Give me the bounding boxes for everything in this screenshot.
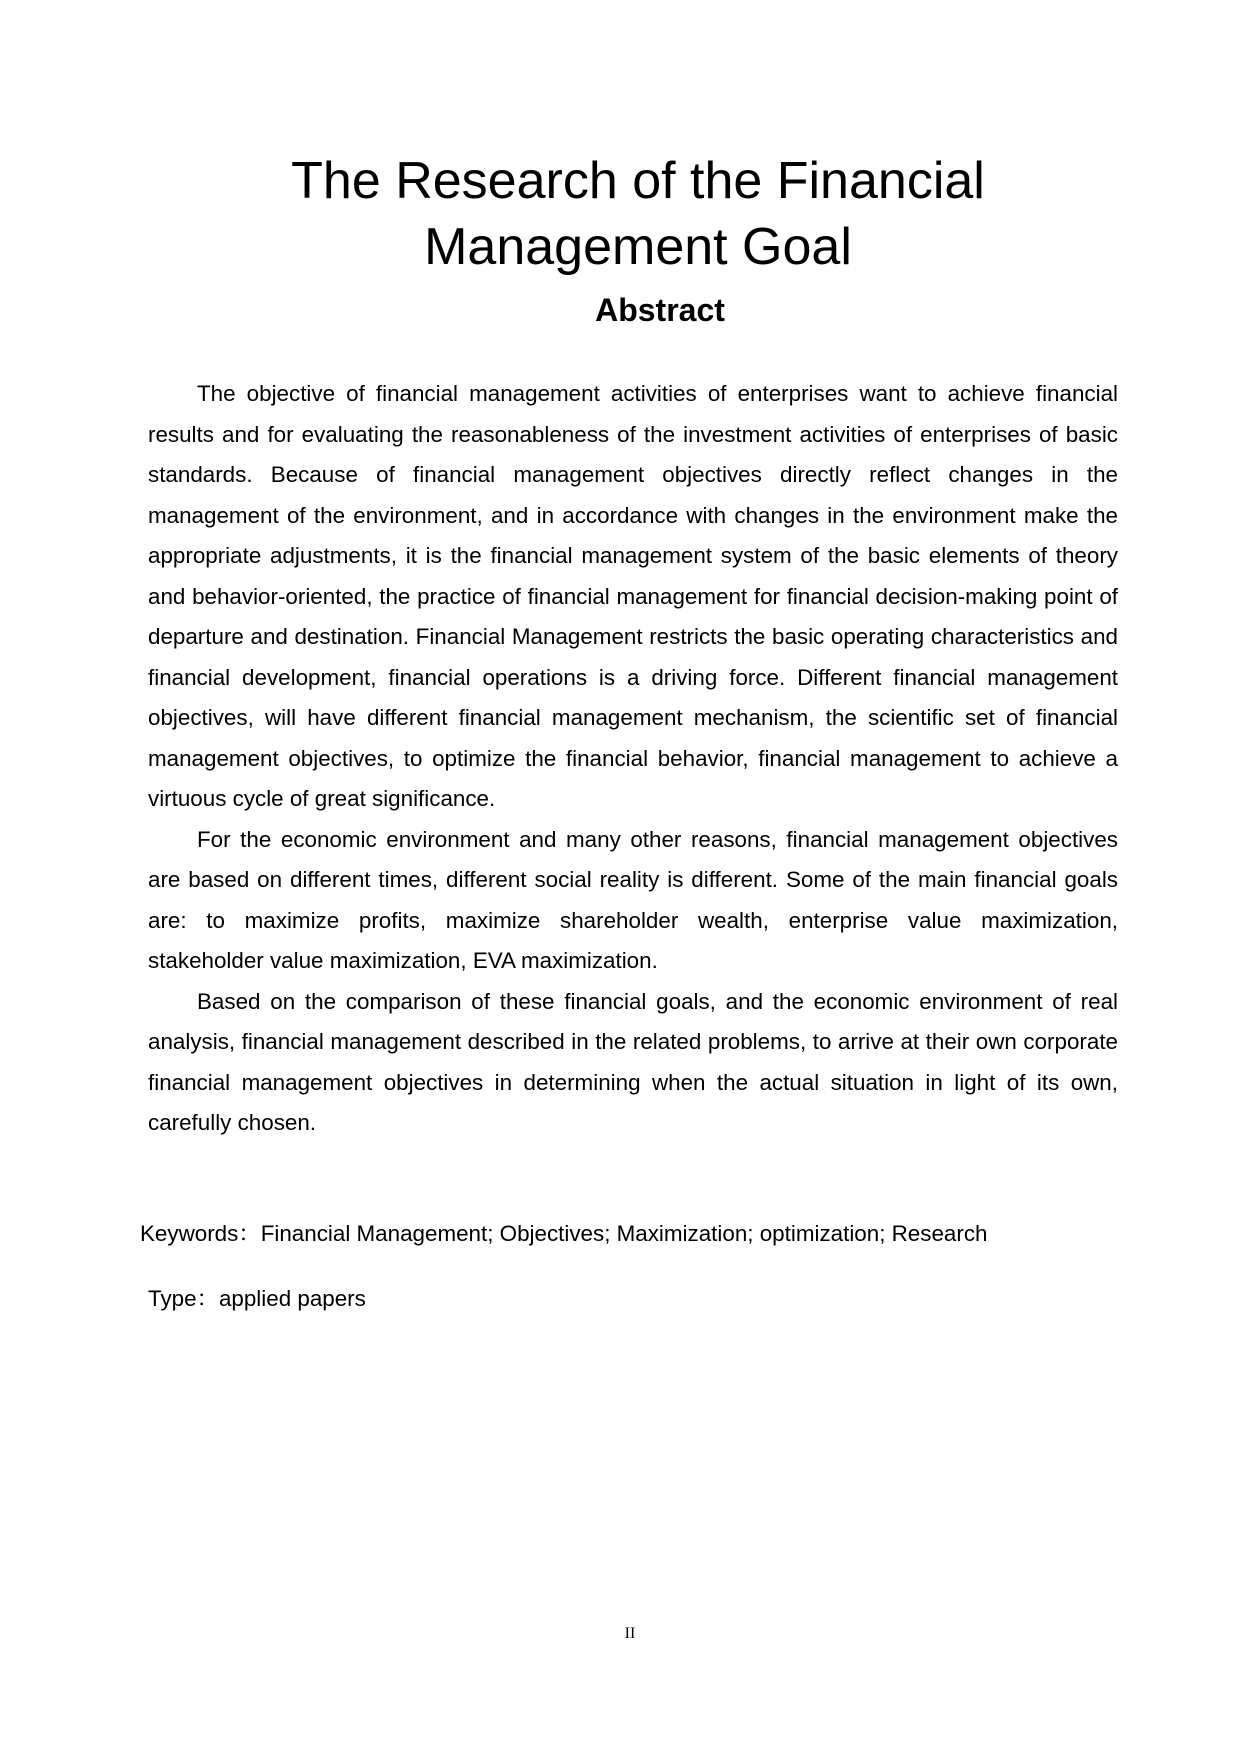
keywords-line (140, 1218, 1140, 1250)
abstract-body (148, 374, 1118, 1144)
title-line-2: Management Goal (424, 218, 852, 276)
type-label: Type： (148, 1286, 219, 1311)
type-value: applied papers (218, 1286, 366, 1311)
type-line (148, 1283, 748, 1315)
abstract-paragraph-1: The objective of financial management activities of enterprises want to achieve financial results and for evaluating the reasonableness of the investment activities of enterprises of basic standards. Because of financial management objectives directly reflect changes in the management of the environment, and in accordance with changes in the environment make the appropriate adjustments, it is the financial management system of the basic elements of theory and behavior-oriented, the practice of financial management for financial decision-making point of departure and destination. Financial Management restricts the basic operating characteristics and financial development, financial operations is a driving force. Different financial management objectives, will have different financial management mechanism, the scientific set of financial management objectives, to optimize the financial behavior, financial management to achieve a virtuous cycle of great significance. (148, 381, 1118, 811)
abstract-paragraph-3: Based on the comparison of these financial goals, and the economic environment of real analysis, financial management described in the related problems, to arrive at their own corporate financial management objectives in determining when the actual situation in light of its own, carefully chosen. (148, 988, 1118, 1135)
page-title (148, 148, 1128, 280)
title-line-1: The Research of the Financial (291, 152, 985, 210)
page-number: II (624, 1625, 636, 1642)
abstract-heading: Abstract (595, 292, 725, 328)
keywords-label: Keywords： (140, 1221, 261, 1246)
abstract-paragraph-2: For the economic environment and many other reasons, financial management objectives are based on different times, different social reality is different. Some of the main financial goals are: to maximize profits, maximize shareholder wealth, enterprise value maximization, stakeholder value maximization, EVA maximization. (148, 826, 1118, 973)
keywords-value: Financial Management; Objectives; Maximization; optimization; Research (260, 1221, 988, 1246)
